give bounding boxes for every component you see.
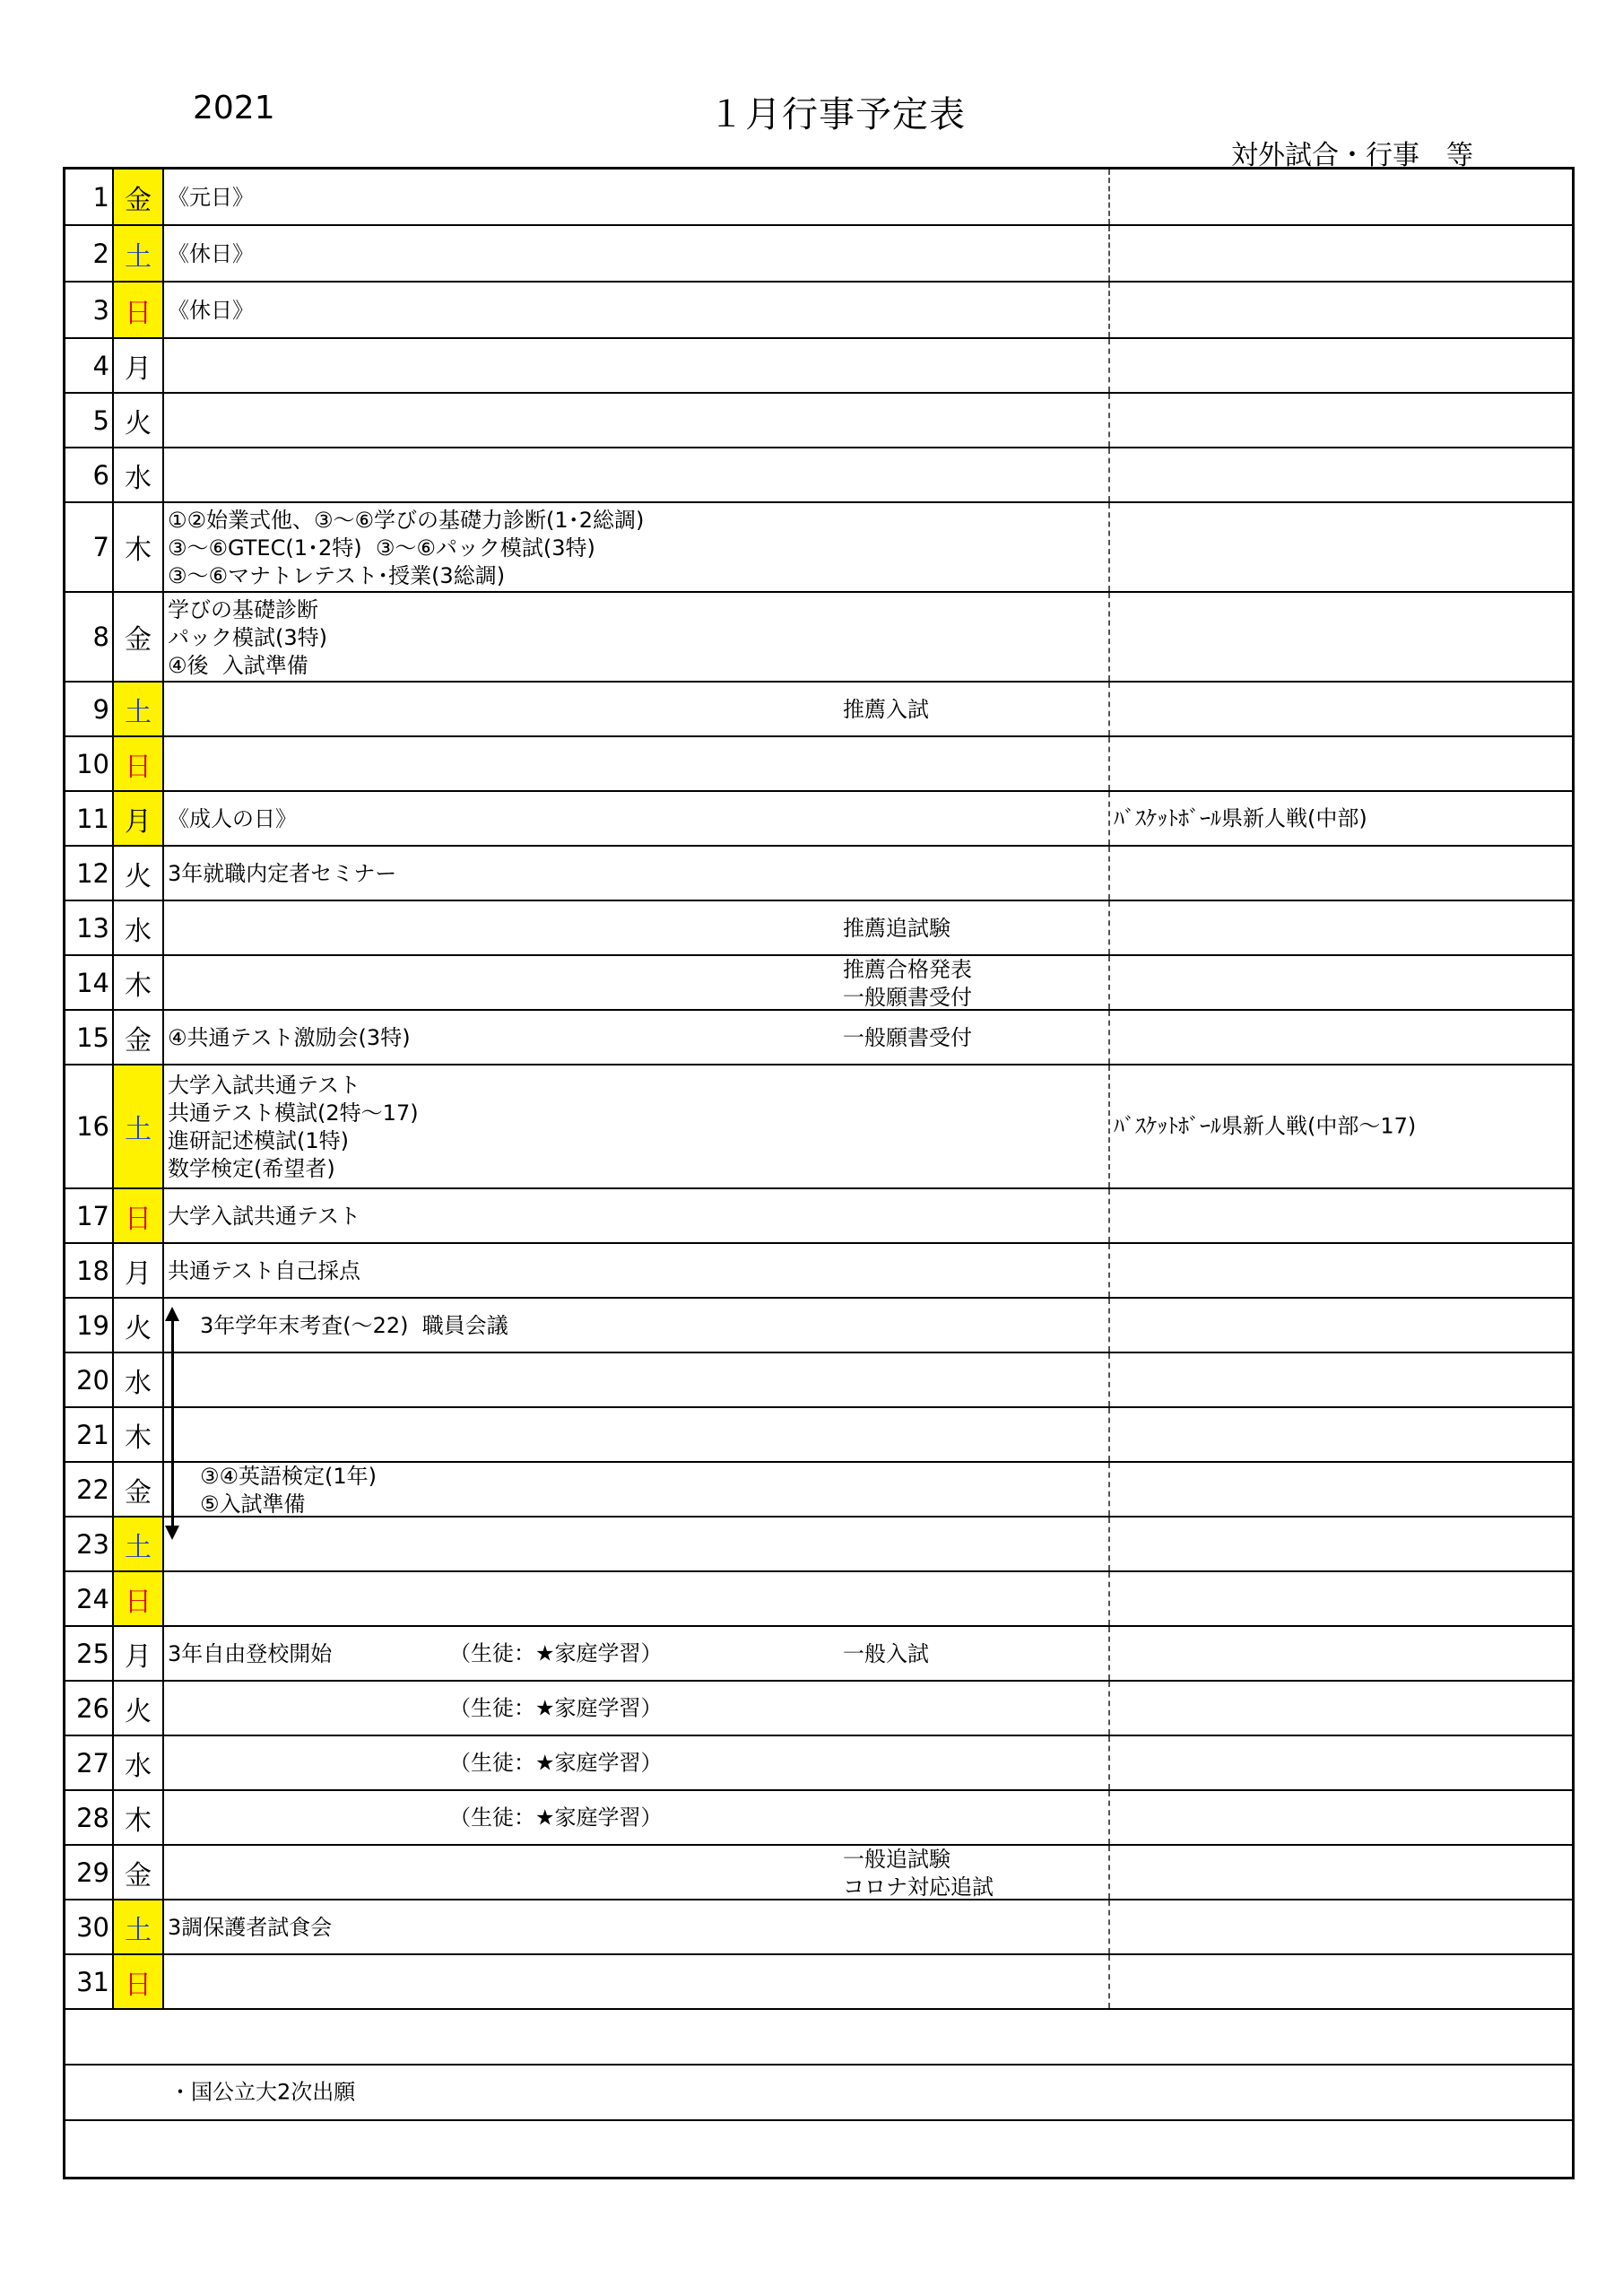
weekday-label: 火 (114, 394, 164, 447)
event-text: 3調保護者試食会 (168, 1915, 333, 1940)
event-text: ③④英語検定(1年) (200, 1463, 378, 1489)
day-row (65, 737, 1572, 792)
weekday-label: 土 (114, 683, 164, 735)
weekday-label: 水 (114, 1736, 164, 1789)
school-events-cell (164, 1011, 1110, 1064)
day-row (65, 1463, 1572, 1518)
weekday-label: 土 (114, 1900, 164, 1953)
day-row (65, 1736, 1572, 1791)
year-label: 2021 (193, 90, 275, 126)
day-number: 13 (65, 901, 114, 954)
event-text: 共通テスト自己採点 (168, 1258, 361, 1283)
arrow-down-icon (165, 1526, 179, 1540)
external-events-cell (1110, 792, 1572, 845)
event-text: 《休日》 (168, 298, 254, 323)
event-text: ④共通テスト激励会(3特) (168, 1025, 411, 1050)
school-events-cell (164, 1299, 1110, 1352)
day-number: 27 (65, 1736, 114, 1789)
exam-event-text: 一般入試 (843, 1641, 929, 1666)
day-number: 21 (65, 1408, 114, 1461)
external-events-cell (1110, 448, 1572, 501)
school-events-cell (164, 593, 1110, 681)
day-row (65, 593, 1572, 683)
external-events-cell (1110, 1518, 1572, 1570)
day-number: 19 (65, 1299, 114, 1352)
external-events-cell (1110, 1408, 1572, 1461)
external-events-cell (1110, 1065, 1572, 1187)
footer-note-2: ・国公立大2次出願 (169, 2079, 356, 2105)
home-study-note: （生徒：★家庭学習） (449, 1750, 663, 1775)
school-events-cell (164, 847, 1110, 900)
day-number: 26 (65, 1682, 114, 1735)
school-events-cell (164, 1408, 1110, 1461)
weekday-label: 火 (114, 1682, 164, 1735)
day-number: 1 (65, 170, 114, 224)
external-events-cell (1110, 1627, 1572, 1680)
day-row (65, 1791, 1572, 1846)
event-text: 大学入試共通テスト (168, 1073, 361, 1098)
weekday-label: 土 (114, 226, 164, 281)
weekday-label: 水 (114, 1353, 164, 1406)
school-events-cell (164, 170, 1110, 224)
weekday-label: 日 (114, 737, 164, 790)
school-events-cell (164, 683, 1110, 735)
day-row (65, 503, 1572, 593)
school-events-cell (164, 737, 1110, 790)
day-number: 22 (65, 1463, 114, 1516)
external-events-cell (1110, 1463, 1572, 1516)
day-row (65, 1682, 1572, 1736)
exam-event-text: 一般願書受付 (843, 1025, 972, 1050)
period-arrow-line (171, 1314, 174, 1529)
school-events-cell (164, 1518, 1110, 1570)
day-row (65, 1065, 1572, 1189)
day-number: 28 (65, 1791, 114, 1844)
external-events-cell (1110, 1900, 1572, 1953)
weekday-label: 金 (114, 170, 164, 224)
exam-event-text: 推薦合格発表 (843, 956, 972, 982)
day-row (65, 283, 1572, 339)
event-text: 《元日》 (168, 185, 254, 210)
weekday-label: 水 (114, 448, 164, 501)
event-text: 進研記述模試(1特) (168, 1128, 349, 1153)
school-events-cell (164, 394, 1110, 447)
day-number: 4 (65, 339, 114, 392)
day-row (65, 1353, 1572, 1408)
weekday-label: 日 (114, 1572, 164, 1625)
day-number: 30 (65, 1900, 114, 1953)
school-events-cell (164, 1572, 1110, 1625)
school-events-cell (164, 1065, 1110, 1187)
day-row (65, 901, 1572, 956)
weekday-label: 月 (114, 792, 164, 845)
day-row (65, 170, 1572, 226)
weekday-label: 木 (114, 1791, 164, 1844)
day-number: 8 (65, 593, 114, 681)
exam-event-text: 推薦入試 (843, 697, 929, 722)
footer-row-3 (65, 2121, 1572, 2177)
day-row (65, 1627, 1572, 1682)
home-study-note: （生徒：★家庭学習） (449, 1805, 663, 1830)
weekday-label: 月 (114, 1627, 164, 1680)
day-number: 18 (65, 1244, 114, 1297)
external-event-text: ﾊﾞｽｹｯﾄﾎﾞｰﾙ県新人戦(中部～17) (1114, 1113, 1417, 1139)
external-events-cell (1110, 1189, 1572, 1242)
event-text: 3年自由登校開始 (168, 1641, 333, 1666)
exam-event-text: 推薦追試験 (843, 916, 950, 941)
external-events-cell (1110, 593, 1572, 681)
day-number: 15 (65, 1011, 114, 1064)
event-text: ⑤入試準備 (200, 1491, 306, 1517)
day-row (65, 1299, 1572, 1353)
day-number: 24 (65, 1572, 114, 1625)
schedule-table (63, 167, 1575, 2179)
external-events-cell (1110, 1299, 1572, 1352)
weekday-label: 土 (114, 1518, 164, 1570)
footer-row-1 (65, 2010, 1572, 2066)
day-number: 2 (65, 226, 114, 281)
exam-event-text: コロナ対応追試 (843, 1874, 994, 1900)
day-number: 12 (65, 847, 114, 900)
event-text: 数学検定(希望者) (168, 1156, 335, 1181)
external-events-cell (1110, 394, 1572, 447)
page-title: １月行事予定表 (708, 94, 966, 135)
school-events-cell (164, 1900, 1110, 1953)
weekday-label: 日 (114, 1189, 164, 1242)
external-events-cell (1110, 1791, 1572, 1844)
school-events-cell (164, 448, 1110, 501)
external-events-cell (1110, 283, 1572, 337)
weekday-label: 日 (114, 283, 164, 337)
day-number: 14 (65, 956, 114, 1009)
event-text: パック模試(3特) (168, 624, 327, 650)
home-study-note: （生徒：★家庭学習） (449, 1695, 663, 1720)
school-events-cell (164, 1244, 1110, 1297)
weekday-label: 月 (114, 1244, 164, 1297)
external-events-cell (1110, 901, 1572, 954)
weekday-label: 木 (114, 1408, 164, 1461)
external-events-cell (1110, 956, 1572, 1009)
day-row (65, 1846, 1572, 1900)
school-events-cell (164, 792, 1110, 845)
event-text: 3年就職内定者セミナー (168, 861, 397, 886)
external-events-cell (1110, 339, 1572, 392)
day-number: 29 (65, 1846, 114, 1899)
external-events-cell (1110, 1011, 1572, 1064)
weekday-label: 火 (114, 847, 164, 900)
school-events-cell (164, 1627, 1110, 1680)
day-row (65, 226, 1572, 283)
day-number: 10 (65, 737, 114, 790)
external-events-cell (1110, 1682, 1572, 1735)
school-events-cell (164, 1189, 1110, 1242)
weekday-label: 金 (114, 593, 164, 681)
day-row (65, 1518, 1572, 1572)
day-number: 3 (65, 283, 114, 337)
weekday-label: 土 (114, 1065, 164, 1187)
day-row (65, 1572, 1572, 1627)
external-events-cell (1110, 1572, 1572, 1625)
weekday-label: 木 (114, 503, 164, 591)
day-row (65, 394, 1572, 448)
external-events-cell (1110, 226, 1572, 281)
external-events-cell (1110, 1353, 1572, 1406)
day-row (65, 1900, 1572, 1955)
arrow-up-icon (165, 1307, 179, 1321)
school-events-cell (164, 339, 1110, 392)
day-row (65, 1408, 1572, 1463)
day-number: 16 (65, 1065, 114, 1187)
school-events-cell (164, 283, 1110, 337)
school-events-cell (164, 1846, 1110, 1899)
exam-event-text: 一般追試験 (843, 1846, 950, 1872)
day-row (65, 683, 1572, 737)
day-row (65, 792, 1572, 847)
day-number: 17 (65, 1189, 114, 1242)
school-events-cell (164, 1791, 1110, 1844)
day-number: 5 (65, 394, 114, 447)
external-events-cell (1110, 683, 1572, 735)
event-text: ③～⑥GTEC(1･2特) ③～⑥パック模試(3特) (168, 535, 595, 561)
weekday-label: 木 (114, 956, 164, 1009)
day-number: 23 (65, 1518, 114, 1570)
weekday-label: 金 (114, 1463, 164, 1516)
school-events-cell (164, 503, 1110, 591)
day-number: 20 (65, 1353, 114, 1406)
school-events-cell (164, 901, 1110, 954)
day-number: 7 (65, 503, 114, 591)
weekday-label: 月 (114, 339, 164, 392)
external-event-text: ﾊﾞｽｹｯﾄﾎﾞｰﾙ県新人戦(中部) (1114, 805, 1367, 831)
event-text: ③～⑥マナトレテスト･授業(3総調) (168, 562, 506, 588)
day-number: 25 (65, 1627, 114, 1680)
external-events-heading: 対外試合・行事 等 (1231, 140, 1473, 171)
event-text: 共通テスト模試(2特～17) (168, 1100, 419, 1126)
external-events-cell (1110, 1736, 1572, 1789)
school-events-cell (164, 1463, 1110, 1516)
day-number: 9 (65, 683, 114, 735)
exam-event-text: 一般願書受付 (843, 984, 972, 1010)
event-text: 3年学年末考査(～22) 職員会議 (200, 1313, 508, 1338)
external-events-cell (1110, 1955, 1572, 2008)
event-text: 《成人の日》 (168, 806, 297, 831)
home-study-note: （生徒：★家庭学習） (449, 1640, 663, 1665)
day-number: 11 (65, 792, 114, 845)
weekday-label: 水 (114, 901, 164, 954)
footer-row-2 (65, 2066, 1572, 2121)
day-row (65, 1955, 1572, 2010)
weekday-label: 金 (114, 1011, 164, 1064)
school-events-cell (164, 1736, 1110, 1789)
external-events-cell (1110, 170, 1572, 224)
school-events-cell (164, 226, 1110, 281)
event-text: 学びの基礎診断 (168, 596, 318, 622)
day-row (65, 847, 1572, 901)
school-events-cell (164, 956, 1110, 1009)
day-row (65, 956, 1572, 1011)
day-row (65, 1011, 1572, 1065)
external-events-cell (1110, 1244, 1572, 1297)
school-events-cell (164, 1682, 1110, 1735)
external-events-cell (1110, 503, 1572, 591)
external-events-cell (1110, 1846, 1572, 1899)
school-events-cell (164, 1353, 1110, 1406)
weekday-label: 火 (114, 1299, 164, 1352)
day-number: 6 (65, 448, 114, 501)
external-events-cell (1110, 737, 1572, 790)
event-text: ④後 入試準備 (168, 652, 308, 678)
weekday-label: 金 (114, 1846, 164, 1899)
day-number: 31 (65, 1955, 114, 2008)
event-text: ①②始業式他、③～⑥学びの基礎力診断(1･2総調) (168, 507, 645, 533)
event-text: 大学入試共通テスト (168, 1204, 361, 1229)
day-row (65, 339, 1572, 394)
day-row (65, 1189, 1572, 1244)
school-events-cell (164, 1955, 1110, 2008)
day-rows (65, 170, 1572, 2010)
day-row (65, 1244, 1572, 1299)
weekday-label: 日 (114, 1955, 164, 2008)
day-row (65, 448, 1572, 503)
event-text: 《休日》 (168, 241, 254, 266)
external-events-cell (1110, 847, 1572, 900)
